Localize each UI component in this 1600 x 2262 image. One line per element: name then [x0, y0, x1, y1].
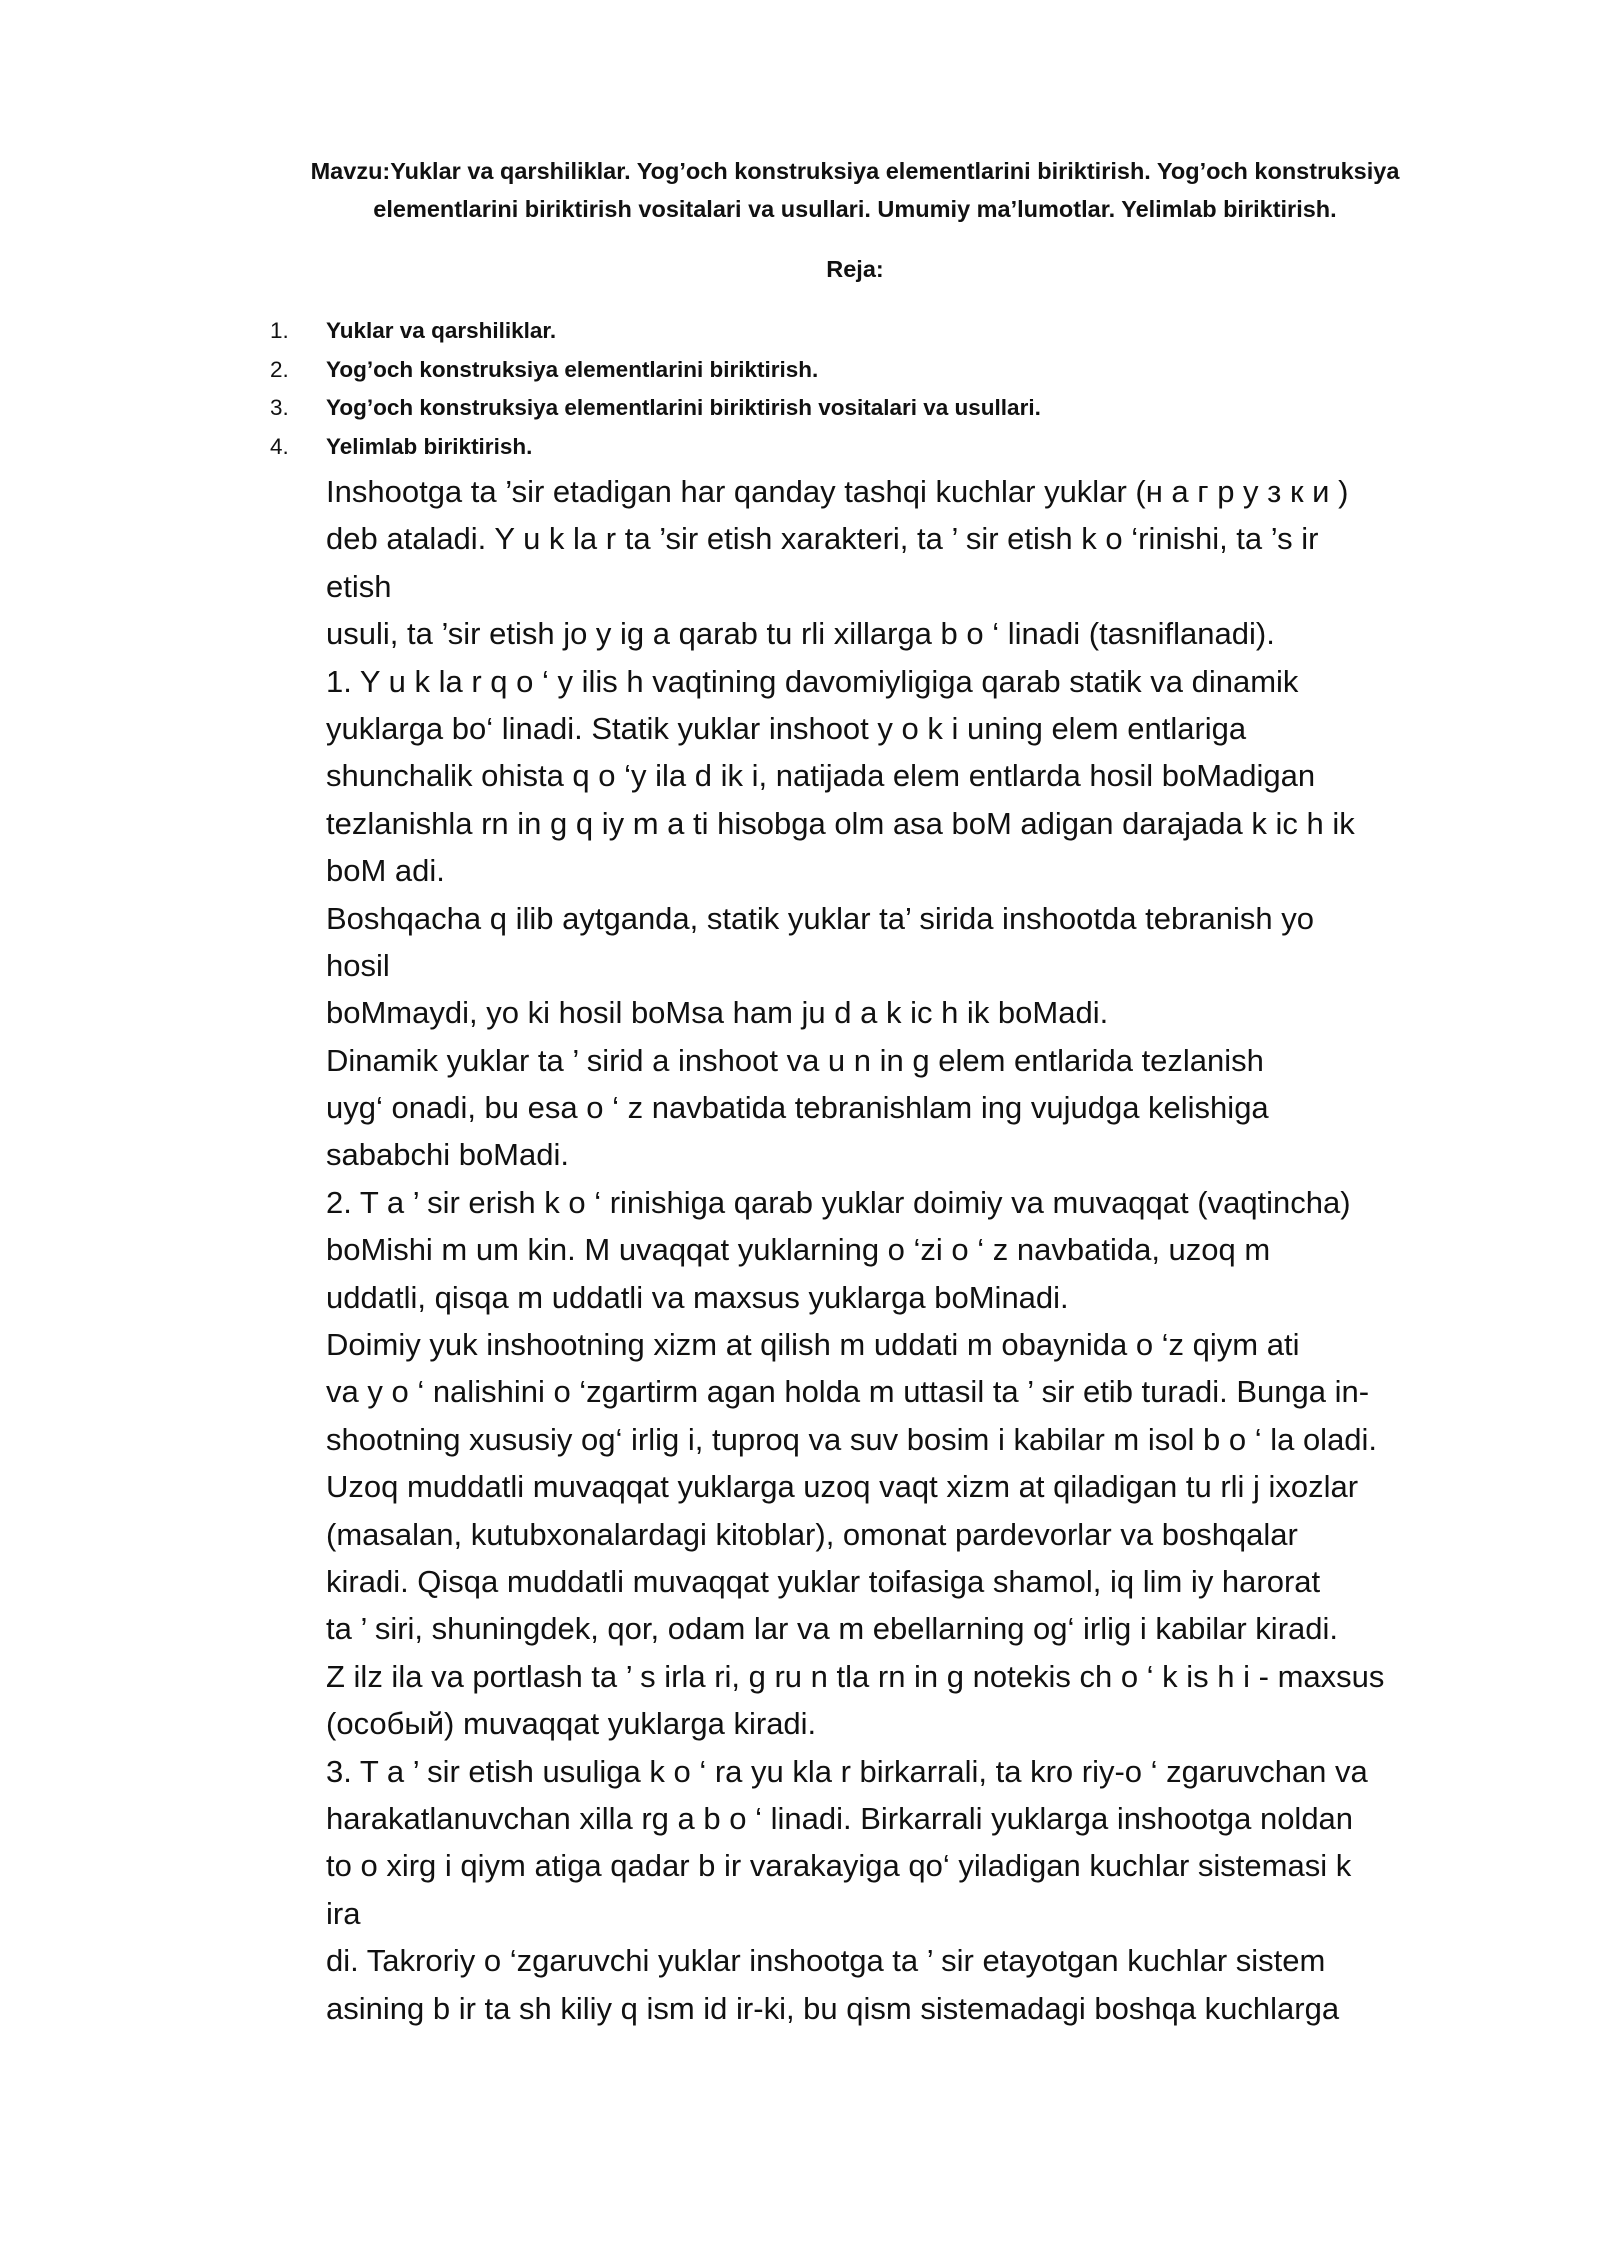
body-line: etish: [326, 568, 392, 604]
body-line: 1. Y u k la r q o ‘ y ilis h vaqtining davomiyligiga qarab statik va dinamik: [326, 663, 1299, 699]
body-line: tezlanishla rn in g q iy m a ti hisobga olm asa boM adigan darajada k ic h ik: [326, 805, 1355, 841]
body-line: va y o ‘ nalishini o ‘zgartirm agan holda m uttasil ta ’ sir etib turadi. Bunga in-: [326, 1374, 1370, 1410]
plan-item-text: Yuklar va qarshiliklar.: [326, 318, 557, 343]
body-line: Inshootga ta ’sir etadigan har qanday tashqi kuchlar yuklar (н а г р у з к и ): [326, 474, 1349, 509]
body-line: Uzoq muddatli muvaqqat yuklarga uzoq vaqt xizm at qiladigan tu rli j ixozlar: [326, 1469, 1359, 1505]
body-line: uyg‘ onadi, bu esa o ‘ z navbatida tebranishlam ing vujudga kelishiga: [326, 1090, 1269, 1126]
body-line: (особый) muvaqqat yuklarga kiradi.: [326, 1706, 817, 1742]
body-line: Boshqacha q ilib aytganda, statik yuklar ta’ sirida inshootda tebranish yo: [326, 900, 1314, 936]
body-line: (masalan, kutubxonalardagi kitoblar), omonat pardevorlar va boshqalar: [326, 1516, 1298, 1552]
plan-item-number: 4.: [270, 433, 289, 459]
body-line: uddatli, qisqa m uddatli va maxsus yuklarga boMinadi.: [326, 1279, 1069, 1315]
body-line: usuli, ta ’sir etish jo y ig a qarab tu rli xillarga b o ‘ linadi (tasniflanadi).: [326, 616, 1275, 652]
plan-item-text: Yog’och konstruksiya elementlarini biriktirish.: [326, 356, 819, 382]
body-line: boMishi m um kin. M uvaqqat yuklarning o ‘zi o ‘ z navbatida, uzoq m: [326, 1232, 1271, 1268]
document-title: [240, 152, 1470, 228]
body-line: kiradi. Qisqa muddatli muvaqqat yuklar toifasiga shamol, iq lim iy harorat: [326, 1563, 1321, 1599]
body-line: to o xirg i qiym atiga qadar b ir varakayiga qo‘ yiladigan kuchlar sistemasi k: [326, 1848, 1352, 1884]
body-line: hosil: [326, 947, 390, 983]
plan-item-number: 3.: [270, 395, 289, 420]
plan-item-number: 1.: [270, 318, 289, 343]
plan-heading: Reja:: [826, 256, 884, 282]
body-line: yuklarga bo‘ linadi. Statik yuklar inshoot y o k i uning elem entlariga: [326, 710, 1247, 746]
body-line: deb ataladi. Y u k la r ta ’sir etish xarakteri, ta ’ sir etish k o ‘rinishi, ta ’s ir: [326, 521, 1319, 557]
body-line: shunchalik ohista q o ‘y ila d ik i, natijada elem entlarda hosil boMadigan: [326, 758, 1316, 794]
body-line: di. Takroriy o ‘zgaruvchi yuklar inshootga ta ’ sir etayotgan kuchlar sistem: [326, 1943, 1326, 1979]
body-line: 3. T a ’ sir etish usuliga k o ‘ ra yu kla r birkarrali, ta kro riy-o ‘ zgaruvchan va: [326, 1753, 1368, 1789]
body-line: asining b ir ta sh kiliy q ism id ir-ki, bu qism sistemadagi boshqa kuchlarga: [326, 1990, 1340, 2026]
body-line: boM adi.: [326, 853, 445, 889]
body-line: Z ilz ila va portlash ta ’ s irla ri, g ru n tla rn in g notekis ch o ‘ k is h i - maxsus: [326, 1658, 1385, 1694]
plan-item-number: 2.: [270, 356, 289, 382]
body-text: [326, 468, 1516, 2032]
body-line: ta ’ siri, shuningdek, qor, odam lar va m ebellarning og‘ irlig i kabilar kiradi.: [326, 1611, 1338, 1647]
title-line: Mavzu:Yuklar va qarshiliklar. Yog’och konstruksiya elementlarini biriktirish. Yog’och konstruksiya: [310, 158, 1400, 184]
plan-item-text: Yelimlab biriktirish.: [326, 433, 533, 459]
body-line: Dinamik yuklar ta ’ sirid a inshoot va u n in g elem entlarida tezlanish: [326, 1042, 1264, 1078]
plan-item-text: Yog’och konstruksiya elementlarini biriktirish vositalari va usullari.: [326, 395, 1041, 420]
body-line: sababchi boMadi.: [326, 1137, 569, 1173]
body-line: 2. T a ’ sir erish k o ‘ rinishiga qarab yuklar doimiy va muvaqqat (vaqtincha): [326, 1184, 1351, 1220]
body-line: shootning xususiy og‘ irlig i, tuproq va suv bosim i kabilar m isol b o ‘ la oladi.: [326, 1421, 1378, 1457]
body-line: ira: [326, 1895, 361, 1931]
body-line: harakatlanuvchan xilla rg a b o ‘ linadi. Birkarrali yuklarga inshootga noldan: [326, 1800, 1354, 1836]
title-line: elementlarini biriktirish vositalari va usullari. Umumiy ma’lumotlar. Yelimlab biriktirish.: [373, 196, 1337, 222]
body-line: boMmaydi, yo ki hosil boMsa ham ju d a k ic h ik boMadi.: [326, 995, 1109, 1031]
body-line: Doimiy yuk inshootning xizm at qilish m uddati m obaynida o ‘z qiym ati: [326, 1327, 1300, 1363]
